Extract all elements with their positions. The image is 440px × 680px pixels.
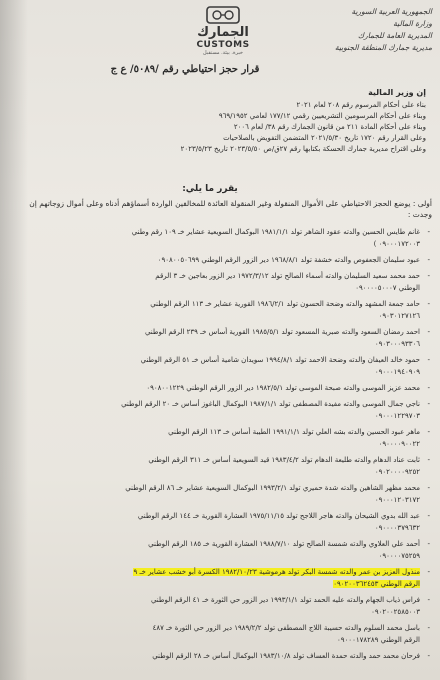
list-bullet: - [427, 256, 430, 264]
entry-line: منذول العزيز بن عمر والدته شمسة البكر تولد هرموشية ١٩٨٢/١٠/٢٣ الكسرة أبو خشب عشاير خـ ٩ [133, 568, 420, 576]
letterhead-line: المديرية العامة للجمارك [357, 31, 432, 40]
list-bullet: - [427, 652, 430, 660]
entry-line: فرحان محمد حمد والدته حمدة العساف تولد ١٩٨٣/١٠/٨ البوكمال أساس خـ ٢٨ الرقم الوطني [152, 652, 420, 660]
basis-line: وبناء على أحكام المرسومين التشريعيين رقمي ١٧٧/١٢ لعامي ٩٦٩/١٩٥٢ [218, 112, 426, 120]
list-item [6, 426, 430, 450]
entry-line: عبد الله بدوي الشيحان والدته هاجر اللاجح تولد ١٩٧٥/١١/١٥ العشارة القورية خـ ١٤٤ الرقم الوطني [137, 512, 420, 520]
list-item [6, 510, 430, 534]
entry-line: ٠٩٠٢٠٠٠٠٩٢٥٢ [374, 468, 420, 476]
list-bullet: - [427, 228, 430, 236]
entry-line: حمد محمد سعيد السليمان والدته أسماء الصالح تولد ١٩٧٢/٣/١٢ دير الزور بعاجين خـ ٣ الرقم [155, 272, 420, 280]
list-item [6, 398, 430, 422]
customs-logo [196, 4, 250, 57]
entry-line: ٠٩٠٢٠٠٢٥٨٥٠٠٣ [371, 608, 420, 616]
entry-line: ماهر عبود الحسين والدته بشه العلي تولد ١٩٩١/١/١ الطيبة أساس خـ ١١٣ الرقم الوطني [168, 428, 420, 436]
entry-line: ٠٩٠٣٠١٢٧١٢٦ [378, 312, 420, 320]
basis-line: وعلى اقتراح مديرية جمارك الحسكة بكتابها رقم ٢٧ق/ص ٢٠٢٣/٥/٥٠ تاريخ ٢٠٢٣/٥/٢٣ [180, 145, 426, 153]
list-bullet: - [427, 356, 430, 364]
letterhead-line: مديرية جمارك المنطقة الجنوبية [334, 43, 432, 52]
entry-line: الرقم الوطني ٠٩٠٠٠١٧٨٢٨٩ [337, 636, 420, 644]
entry-line: ناجي جمال الموسى والدته مفيدة المصطفى تولد ١٩٨٧/١/١ البوكمال الباغوز أساس خـ ٢٠ الرقم الوطني [121, 400, 420, 408]
persons-list [6, 226, 430, 666]
entry-line: حامد جمعة المشهد والدته وضحة الحسون تولد ١٩٨٦/٢/١ القورية عشاير خـ ١١٣ الرقم الوطني [150, 300, 420, 308]
article-one: أولى : يوضع الحجز الاحتياطي على الأموال المنقولة وغير المنقولة العائدة للمخالفين الواردة أسماؤهم أدناه وعلى أموال زوجاتهم إن وجدت : [29, 199, 432, 219]
entry-line: ٠٩٠٣٠٠٠٩٣٣٠٦ [374, 340, 420, 348]
logo-arabic-text: الجمارك [197, 25, 249, 40]
customs-emblem-icon [203, 4, 243, 26]
list-bullet: - [427, 272, 430, 280]
logo-english-text: CUSTOMS [196, 40, 250, 50]
list-item [6, 454, 430, 478]
list-bullet: - [427, 300, 430, 308]
entry-line: حمود خالد العيفان والدته وضحة الاحمد تولد ١٩٩٤/٨/١ سويدان شامية أساس خـ ٥١ الرقم الوطني [140, 356, 420, 364]
list-item [6, 538, 430, 562]
list-item [6, 482, 430, 506]
entry-line: ٠٩٠٠٠١٢٢٩٧٠٣ [374, 412, 420, 420]
list-bullet: - [427, 596, 430, 604]
list-item [6, 270, 430, 294]
logo-tagline: خبرة. بيئة. مستقبل [203, 50, 243, 56]
entry-line: محمد مظهر الشاهين والدته شدة حميري تولد ١٩٩٣/٢/١ البوكمال السويعية عشاير خـ ٨٦ الرقم الوطني [125, 484, 420, 492]
basis-line: بناء على أحكام المرسوم رقم ٢٠٨ لعام ٢٠٢١ [296, 101, 426, 109]
entry-line: ٠٩٠٠٠١٩٤٠٩٠٩ [374, 368, 420, 376]
entry-line: ٠٩٠٠٠٠٣٧٩٦٣٢ [374, 524, 420, 532]
entry-line: الرقم الوطني ٠٩٠٢٠٠٣٦٢٤٥٣ [333, 580, 420, 588]
minister-title: إن وزير المالية [368, 88, 426, 97]
entry-line: الوطني ٠٩٠٠٠٠٥٠٠٠٧ [355, 284, 420, 292]
entry-line: ٠٩٠٠٠٠٩٠٠٢٢ [378, 440, 420, 448]
entry-line: غانم طايس الحسين والدته عقود الشاهر تولد ١٩٨١/١/١ البوكمال السويعية عشاير خـ ١٠٩ رقم وطني [131, 228, 420, 236]
list-bullet: - [427, 400, 430, 408]
entry-line: احمد رمضان السعود والدته صبرية المسعود تولد ١٩٨٥/٥/١ القورية أساس خـ ٢٣٩ الرقم الوطني [144, 328, 420, 336]
entry-line: ٠٩٠٠٠١٧٢٠٠٣ ) [373, 240, 420, 248]
decision-title: قرار حجز احتياطي رقم /٥٠٨٩/ ع ج [110, 64, 260, 75]
entry-line: عبود سليمان الجعفوص والدته خشفة تولد ١٩٦٨/٨/١ دير الزور الرقم الوطني ٠٩٠٨٠٠٥٠٦٩٩ [157, 256, 420, 264]
entry-line: محمد عزيز الموسى والدته صبحة الموسى تولد ١٩٨٢/٥/١ دير الزور الرقم الوطني ٠٩٠٨٠٠١٢٢٩ [146, 384, 420, 392]
list-item [6, 650, 430, 662]
list-bullet: - [427, 484, 430, 492]
list-bullet: - [427, 456, 430, 464]
list-bullet: - [427, 512, 430, 520]
basis-line: وعلى القرار رقم ١٧٢٠ تاريخ ٢٠٢١/٥/٣٠ المتضمن التفويض بالصلاحيات [223, 134, 426, 142]
list-bullet: - [427, 428, 430, 436]
list-item [6, 254, 430, 266]
entry-line: ٠٩٠٠٠١٢٠٣١٧٢ [374, 496, 420, 504]
list-item [6, 622, 430, 646]
list-bullet: - [427, 328, 430, 336]
letterhead-line: وزارة المالية [393, 19, 432, 28]
list-bullet: - [427, 540, 430, 548]
letterhead [332, 6, 432, 54]
list-item [6, 226, 430, 250]
list-item [6, 594, 430, 618]
list-bullet: - [427, 384, 430, 392]
list-bullet: - [427, 568, 430, 576]
list-bullet: - [427, 624, 430, 632]
list-item [6, 382, 430, 394]
basis-line: وبناء على أحكام المادة ٢١١ من قانون الجمارك رقم ٣٨/ لعام ٢٠٠٦ [233, 123, 426, 131]
list-item [6, 354, 430, 378]
list-item [6, 298, 430, 322]
entry-line: أحمد علي العلاوي والدته شمسة الصالح تولد ١٩٨٨/٧/١٠ العشارة القورية خـ ١٨٥ الرقم الوطني [148, 540, 420, 548]
entry-line: ثابت عناد الدهام والدته طليعة الدهام تولد ١٩٨٣/٤/٢ قيد السويعية أساس خـ ٣١١ الرقم الوطني [148, 456, 420, 464]
entry-line: باسل محمد السلوم والدته حسيبة اللاج المصطفى تولد ١٩٨٩/٢/٢ دير الزور حي الثورة خـ ٤٨٧ [152, 624, 420, 632]
letterhead-line: الجمهورية العربية السورية [351, 7, 432, 16]
decides-heading: يقرر ما يلي: [182, 184, 238, 194]
list-item [6, 326, 430, 350]
entry-line: ٠٩٠٠٠٠٧٥٢٥٩ [378, 552, 420, 560]
list-item [6, 566, 430, 590]
entry-line: فراس ذياب الجهام والدته عليه الحمد تولد ١٩٩٣/١/١ دير الزور حي الثورة خـ ٤١ الرقم الوطني [150, 596, 420, 604]
